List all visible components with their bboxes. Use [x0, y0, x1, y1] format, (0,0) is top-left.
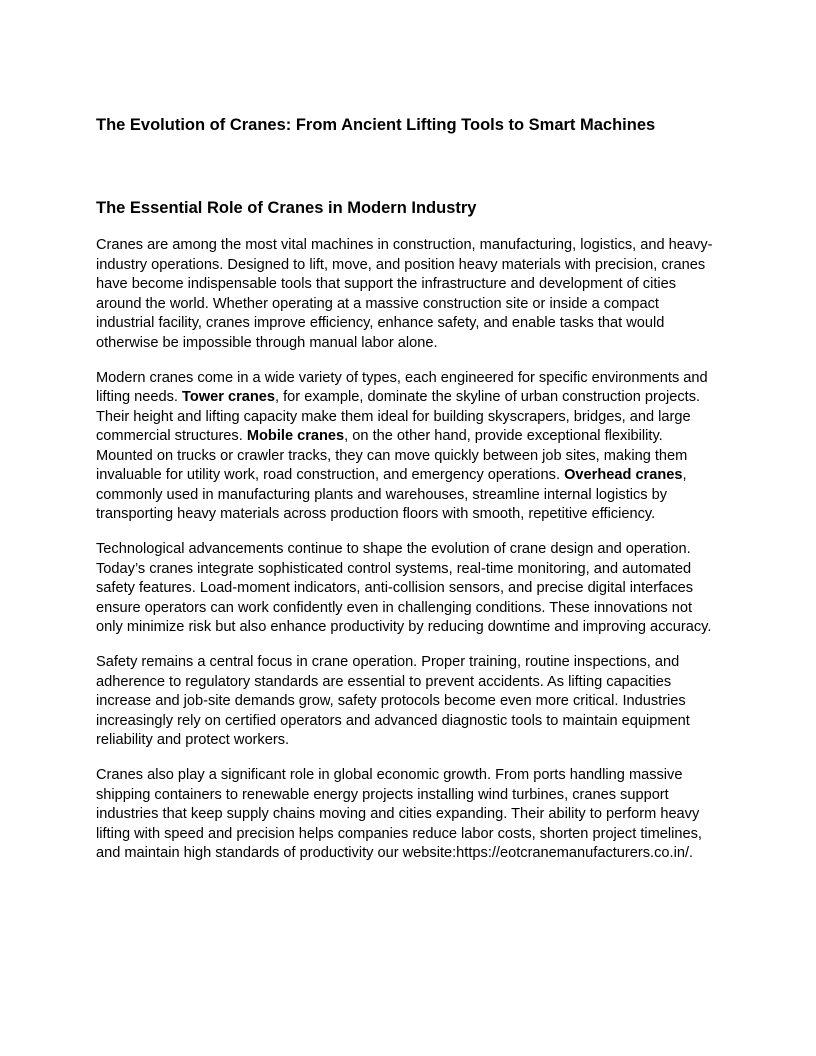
paragraph-crane-types — [96, 369, 720, 525]
paragraph-technology: Technological advancements continue to shape the evolution of crane design and operation. Today’s cranes integrate sophisticated control systems, real-time monitoring, and automated safety features. Load-moment indicators, anti-collision sensors, and precise digital interfaces ensure operators can work confidently even in challenging conditions. These innovations not only minimize risk but also enhance productivity by reducing downtime and improving accuracy. — [96, 541, 712, 635]
document-title: The Evolution of Cranes: From Ancient Lifting Tools to Smart Machines — [96, 116, 656, 134]
paragraph-economy: Cranes also play a significant role in global economic growth. From ports handling massive shipping containers to renewable energy projects installing wind turbines, cranes support industries that keep supply chains moving and cities expanding. Their ability to perform heavy lifting with speed and precision helps companies reduce labor costs, shorten project timelines, and maintain high standards of productivity our website:https://eotcranemanufacturers.co.in/. — [96, 767, 702, 861]
bold-term-overhead-cranes: Overhead cranes — [564, 467, 683, 483]
bold-term-tower-cranes: Tower cranes — [182, 389, 276, 405]
paragraph-text: , for example, dominate the skyline of urban construction projects. Their height and lifting capacity make them ideal for building skyscrapers, bridges, and large commercial structures. — [96, 389, 701, 444]
paragraph-safety: Safety remains a central focus in crane operation. Proper training, routine inspections, and adherence to regulatory standards are essential to prevent accidents. As lifting capacities increase and job-site demands grow, safety protocols become even more critical. Industries increasingly rely on certified operators and advanced diagnostic tools to maintain equipment reliability and protect workers. — [96, 654, 690, 748]
section-heading: The Essential Role of Cranes in Modern Industry — [96, 199, 477, 217]
paragraph-intro: Cranes are among the most vital machines in construction, manufacturing, logistics, and heavy-industry operations. Designed to lift, move, and position heavy materials with precision, cranes have become indispensable tools that support the infrastructure and development of cities around the world. Whether operating at a massive construction site or inside a compact industrial facility, cranes improve efficiency, enhance safety, and enable tasks that would otherwise be impossible through manual labor alone. — [96, 237, 713, 351]
bold-term-mobile-cranes: Mobile cranes — [246, 428, 345, 444]
paragraph-text: , commonly used in manufacturing plants and warehouses, streamline internal logistics by transporting heavy materials across production floors with smooth, repetitive efficiency. — [96, 467, 687, 522]
paragraph-text: , on the other hand, provide exceptional flexibility. Mounted on trucks or crawler tracks, they can move quickly between job sites, making them invaluable for utility work, road construction, and emergency operations. — [96, 428, 688, 483]
paragraph-text: Modern cranes come in a wide variety of types, each engineered for specific environments and lifting needs. — [96, 369, 708, 405]
document-body — [96, 236, 720, 879]
